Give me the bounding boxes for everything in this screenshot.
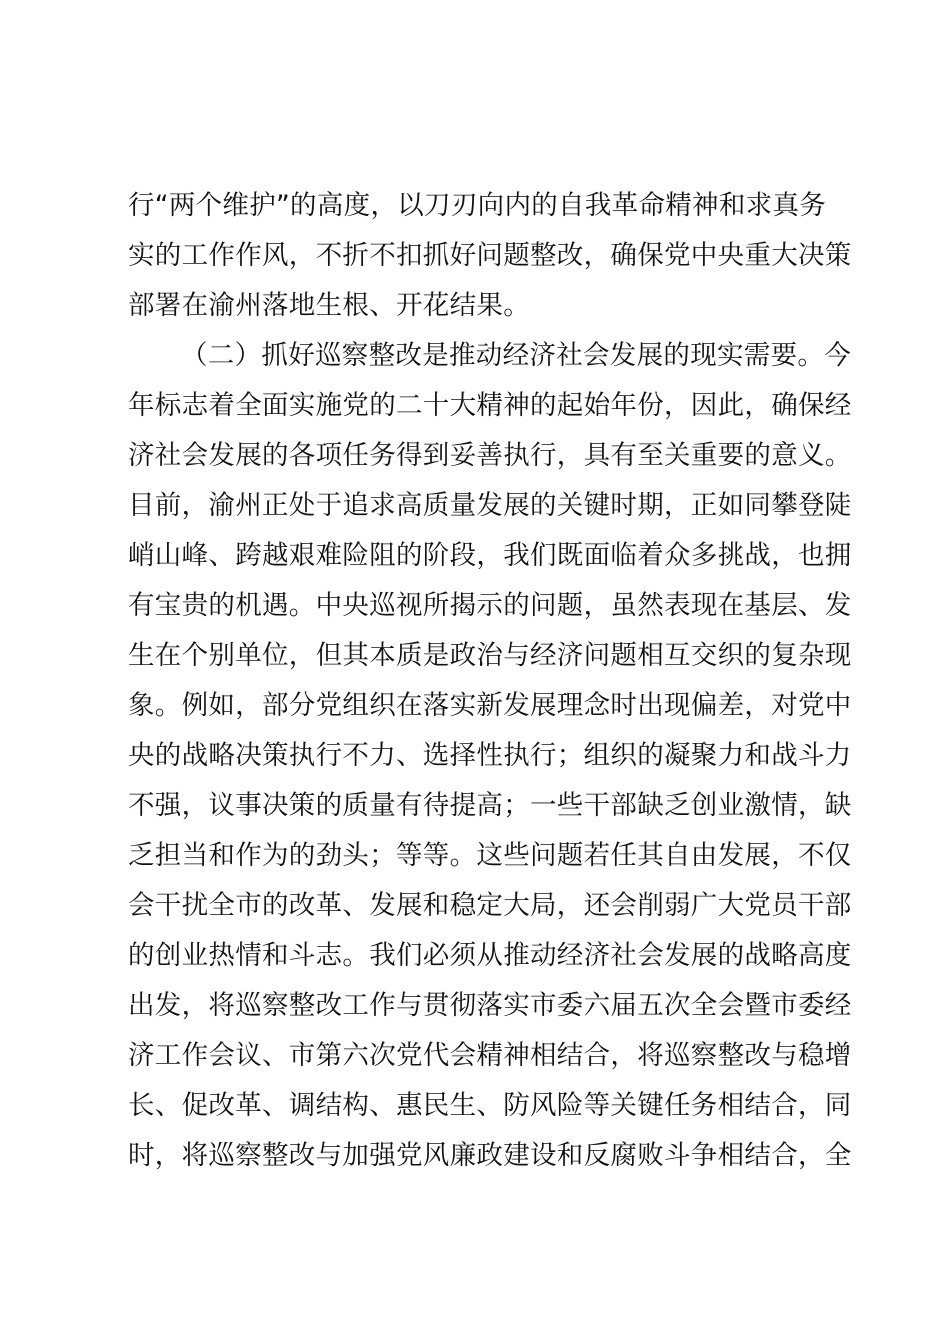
text-line: 乏担当和作为的劲头；等等。这些问题若任其自由发展，不仅 (128, 840, 852, 871)
text-line: 象。例如，部分党组织在落实新发展理念时出现偏差，对党中 (128, 690, 852, 721)
text-line: 会干扰全市的改革、发展和稳定大局，还会削弱广大党员干部 (128, 890, 852, 921)
text-line: 济工作会议、市第六次党代会精神相结合，将巡察整改与稳增 (128, 1040, 852, 1071)
text-line: 济社会发展的各项任务得到妥善执行，具有至关重要的意义。 (128, 440, 852, 471)
section-heading-line: （二）抓好巡察整改是推动经济社会发展的现实需要。今 (181, 340, 851, 371)
text-line: 目前，渝州正处于追求高质量发展的关键时期，正如同攀登陡 (128, 490, 852, 521)
text-line: 的创业热情和斗志。我们必须从推动经济社会发展的战略高度 (128, 940, 852, 971)
text-line: 不强，议事决策的质量有待提高；一些干部缺乏创业激情，缺 (128, 790, 852, 821)
text-line: 有宝贵的机遇。中央巡视所揭示的问题，虽然表现在基层、发 (128, 590, 852, 621)
text-line: 央的战略决策执行不力、选择性执行；组织的凝聚力和战斗力 (128, 740, 852, 771)
body-text (128, 181, 852, 1181)
text-line: 出发，将巡察整改工作与贯彻落实市委六届五次全会暨市委经 (128, 990, 852, 1021)
text-line: 生在个别单位，但其本质是政治与经济问题相互交织的复杂现 (128, 640, 852, 671)
text-line: 行“两个维护”的高度，以刀刃向内的自我革命精神和求真务 (128, 190, 827, 221)
text-line: 时，将巡察整改与加强党风廉政建设和反腐败斗争相结合，全 (128, 1140, 852, 1171)
text-line: 年标志着全面实施党的二十大精神的起始年份，因此，确保经 (128, 390, 852, 421)
text-line: 实的工作作风，不折不扣抓好问题整改，确保党中央重大决策 (128, 240, 852, 271)
text-line: 部署在渝州落地生根、开花结果。 (128, 290, 530, 321)
text-line: 长、促改革、调结构、惠民生、防风险等关键任务相结合，同 (128, 1090, 852, 1121)
text-line: 峭山峰、跨越艰难险阻的阶段，我们既面临着众多挑战，也拥 (128, 540, 852, 571)
